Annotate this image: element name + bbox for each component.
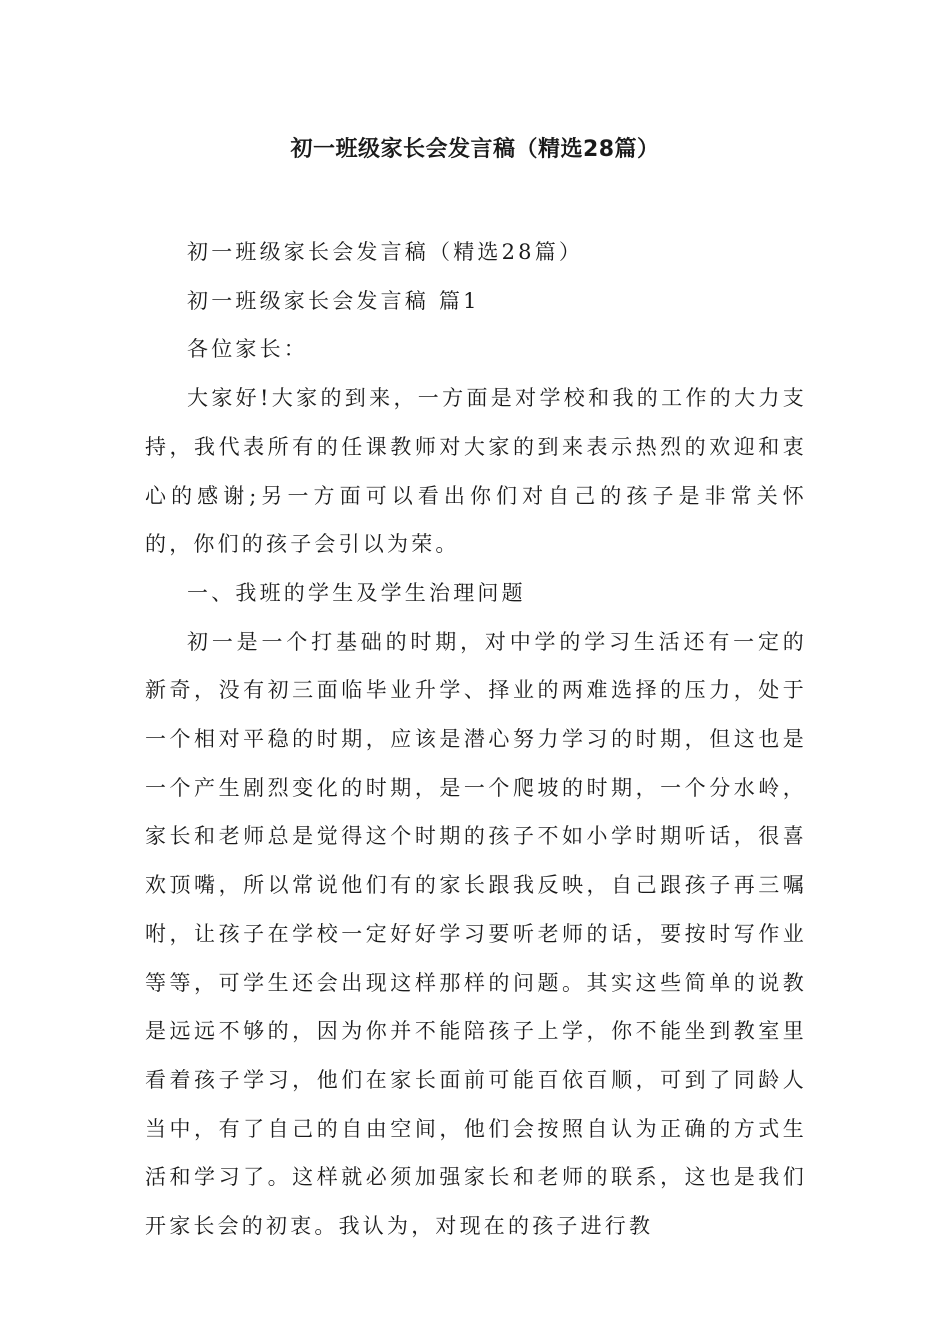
paragraph-greeting: 大家好!大家的到来，一方面是对学校和我的工作的大力支持，我代表所有的任课教师对大家的到来表示热烈的欢迎和衷心的感谢;另一方面可以看出你们对自己的孩子是非常关怀的，你们的孩子会引以为荣。 (145, 386, 807, 557)
paragraph-topic-heading: 一、我班的学生及学生治理问题 (187, 580, 526, 605)
paragraph-section-heading: 初一班级家长会发言稿 篇1 (187, 288, 480, 313)
paragraph-body: 初一是一个打基础的时期，对中学的学习生活还有一定的新奇，没有初三面临毕业升学、择业的两难选择的压力，处于一个相对平稳的时期，应该是潜心努力学习的时期，但这也是一个产生剧烈变化的时期，是一个爬坡的时期，一个分水岭，家长和老师总是觉得这个时期的孩子不如小学时期听话，很喜欢顶嘴，所以常说他们有的家长跟我反映，自己跟孩子再三嘱咐，让孩子在学校一定好好学习要听老师的话，要按时写作业等等，可学生还会出现这样那样的问题。其实这些简单的说教是远远不够的，因为你并不能陪孩子上学，你不能坐到教室里看着孩子学习，他们在家长面前可能百依百顺，可到了同龄人当中，有了自己的自由空间，他们会按照自认为正确的方式生活和学习了。这样就必须加强家长和老师的联系，这也是我们开家长会的初衷。我认为，对现在的孩子进行教 (145, 629, 807, 1239)
paragraph-salutation: 各位家长： (187, 337, 308, 362)
document-body (145, 228, 807, 1251)
paragraph-subtitle: 初一班级家长会发言稿（精选28篇） (187, 240, 584, 264)
document-title: 初一班级家长会发言稿（精选28篇） (290, 137, 660, 162)
